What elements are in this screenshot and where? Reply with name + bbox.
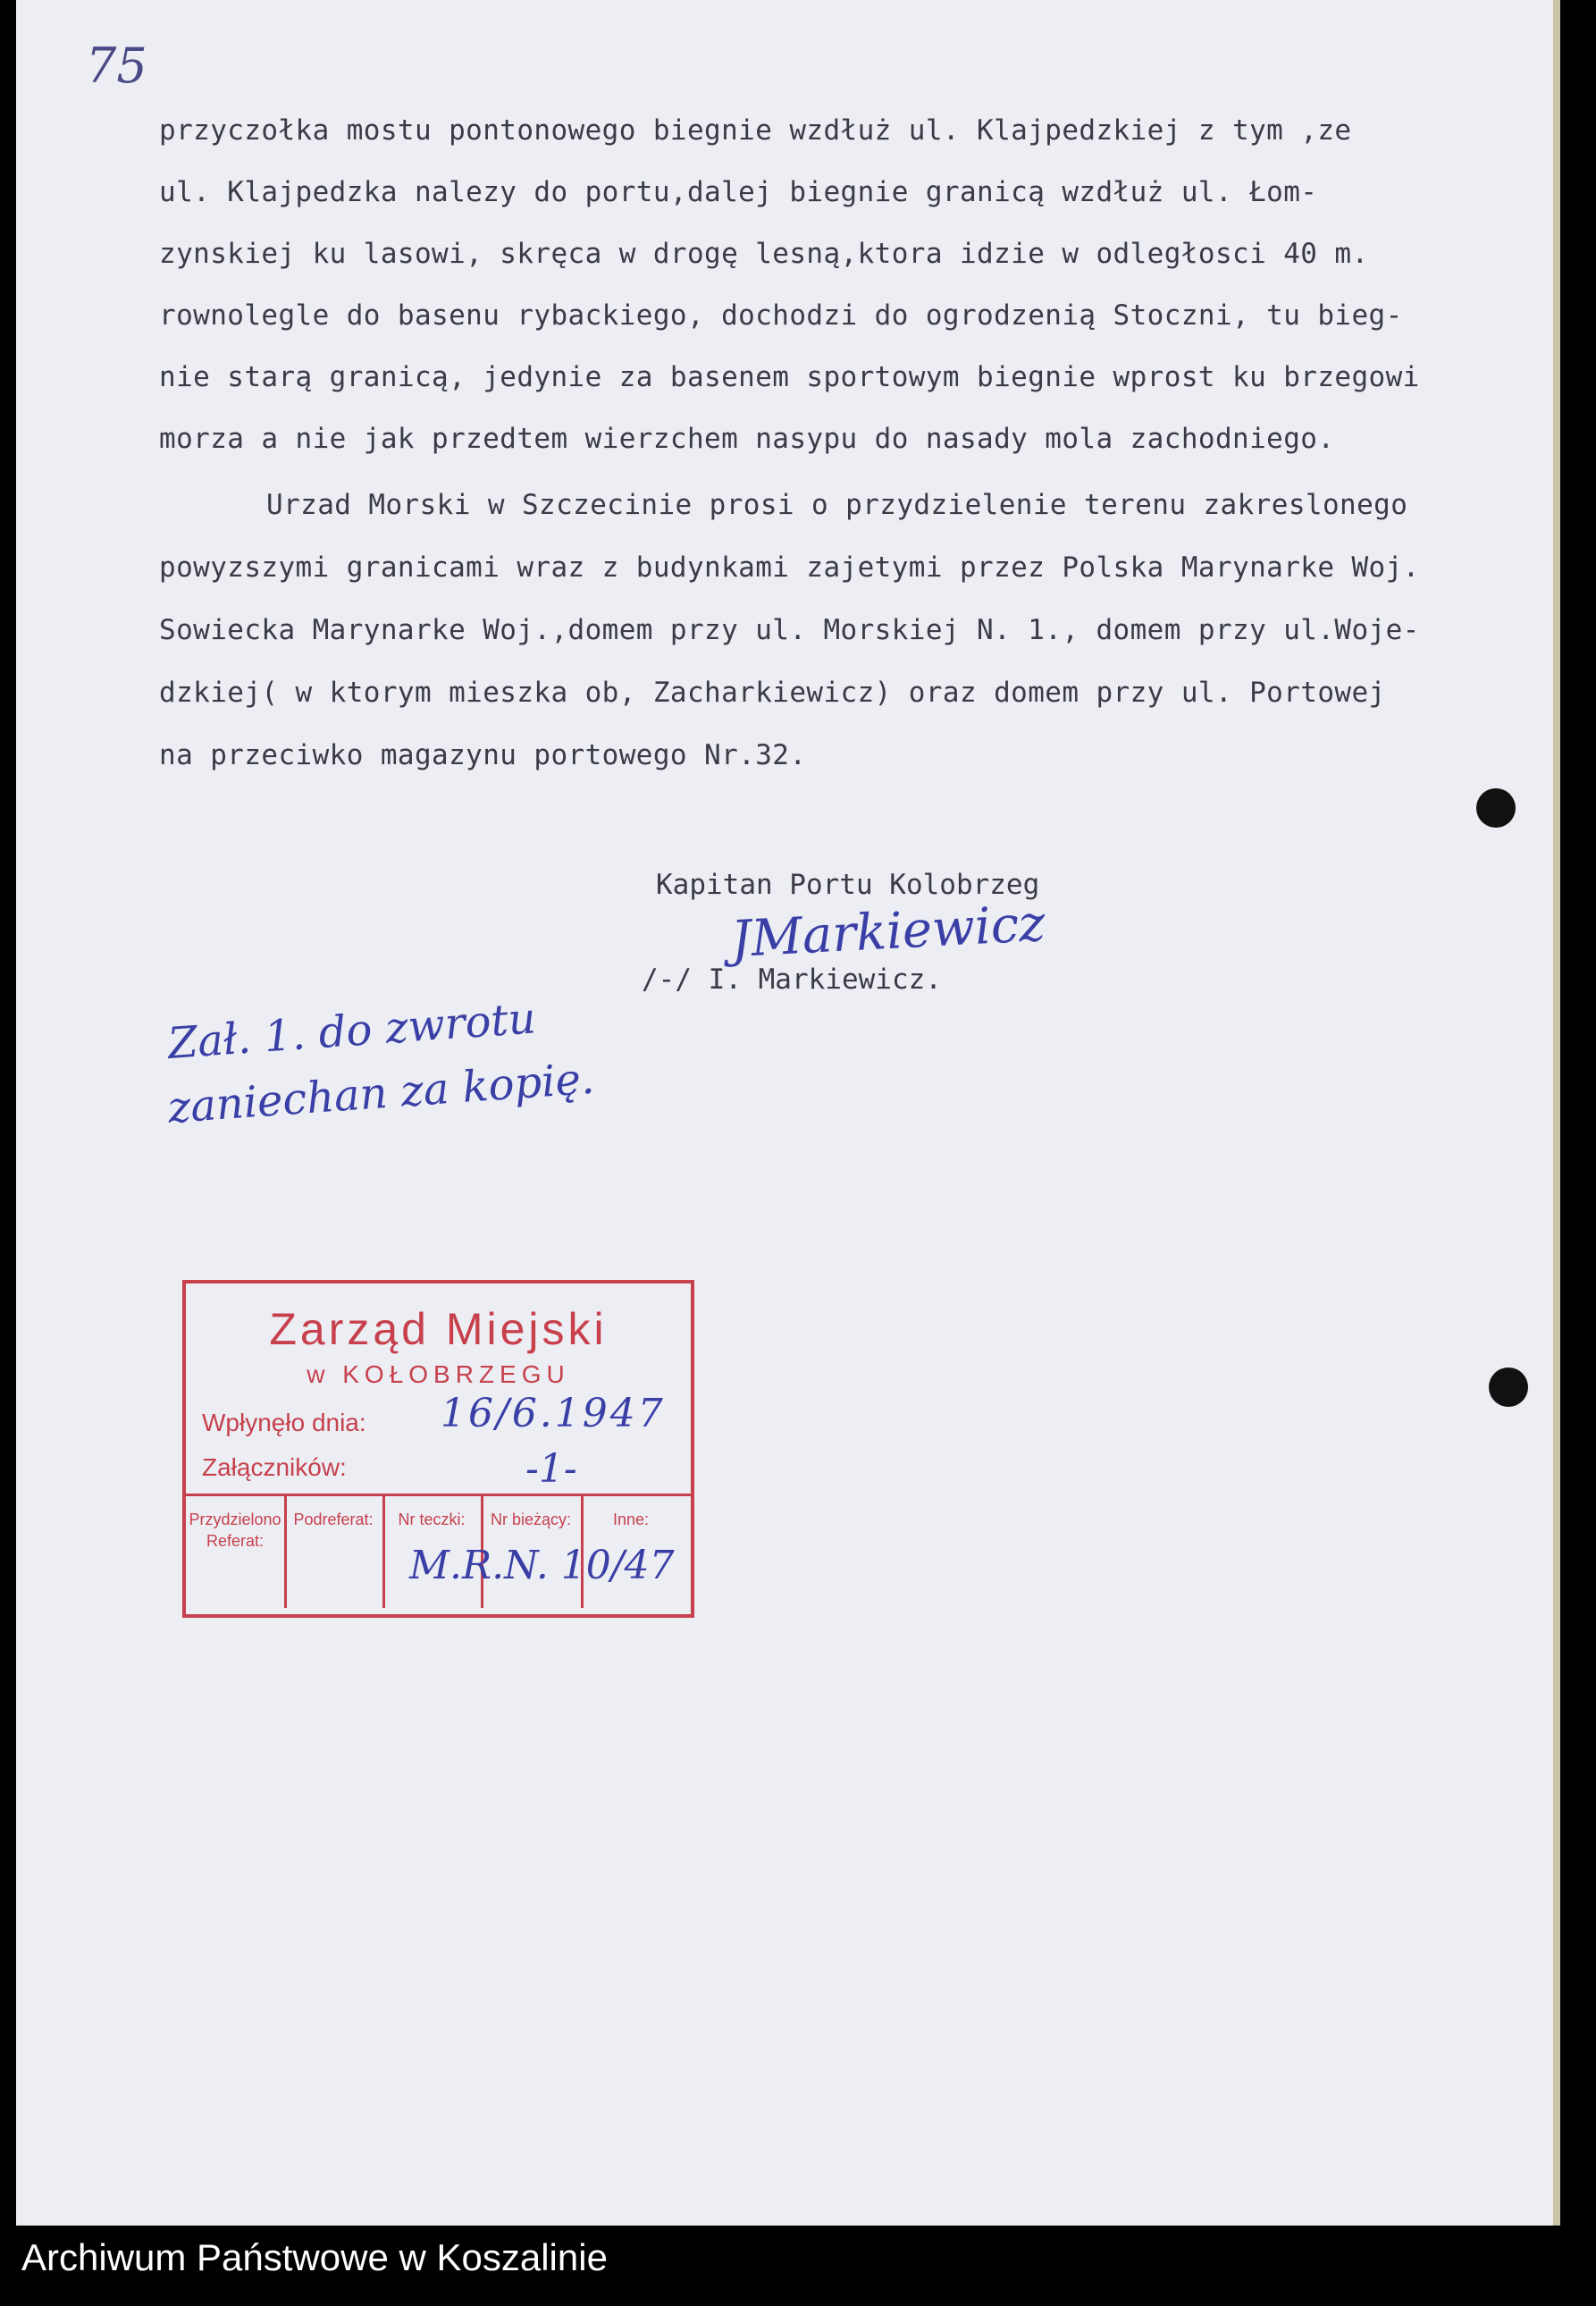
punch-hole <box>1476 788 1516 828</box>
stamp-subtitle: w KOŁOBRZEGU <box>307 1360 570 1388</box>
stamp-cell-label: Nr bieżący: <box>490 1511 572 1528</box>
text-line: rownolegle do basenu rybackiego, dochodzi do ogrodzenią Stoczni, tu bieg- <box>159 299 1403 332</box>
handwritten-signature: JMarkiewicz <box>729 894 1047 970</box>
stamp-cell-label: Przydzielono Referat: <box>189 1511 281 1550</box>
page-number: 75 <box>86 38 147 94</box>
paragraph-2 <box>159 474 1535 787</box>
document-page <box>16 0 1560 2226</box>
sender-title: Kapitan Portu Kolobrzeg <box>656 869 1040 901</box>
archive-name: Archiwum Państwowe w Koszalinie <box>21 2236 608 2278</box>
stamp-cell <box>284 1496 385 1608</box>
text-line: powyzszymi granicami wraz z budynkami zajetymi przez Polska Marynarke Woj. <box>159 551 1420 584</box>
stamp-case-number: M.R.N. 10/47 <box>409 1543 675 1588</box>
text-line: przyczołka mostu pontonowego biegnie wzdłuż ul. Klajpedzkiej z tym ,ze <box>159 114 1352 147</box>
stamp-cell-label: Podreferat: <box>293 1511 374 1528</box>
text-line: zynskiej ku lasowi, skręca w drogę lesną,ktora idzie w odległosci 40 m. <box>159 238 1369 270</box>
handwritten-annotation: Zał. 1. do zwrotu <box>166 993 538 1069</box>
stamp-received-date: 16/6.1947 <box>441 1391 666 1436</box>
registry-stamp <box>182 1280 694 1618</box>
typed-signature: /-/ I. Markiewicz. <box>642 964 942 996</box>
paragraph-1 <box>159 100 1535 470</box>
archive-footer-bar <box>0 2226 1596 2306</box>
text-line: dzkiej( w ktorym mieszka ob, Zacharkiewicz) oraz domem przy ul. Portowej <box>159 677 1386 709</box>
text-line: ul. Klajpedzka nalezy do portu,dalej biegnie granicą wzdłuż ul. Łom- <box>159 176 1318 208</box>
text-line: Sowiecka Marynarke Woj.,domem przy ul. Morskiej N. 1., domem przy ul.Woje- <box>159 614 1420 646</box>
text-line: Urzad Morski w Szczecinie prosi o przydzielenie terenu zakreslonego <box>266 489 1408 521</box>
text-line: na przeciwko magazynu portowego Nr.32. <box>159 739 807 771</box>
page-edge <box>1553 0 1560 2226</box>
text-line: morza a nie jak przedtem wierzchem nasypu do nasady mola zachodniego. <box>159 423 1335 455</box>
stamp-attachments-label: Załączników: <box>202 1453 347 1481</box>
handwritten-annotation: zaniechan za kopię. <box>166 1053 596 1133</box>
stamp-title: Zarząd Miejski <box>269 1304 608 1354</box>
text-line: nie starą granicą, jedynie za basenem sportowym biegnie wprost ku brzegowi <box>159 361 1420 393</box>
stamp-cell-label: Nr teczki: <box>398 1511 466 1528</box>
stamp-attachments-count: -1- <box>525 1446 577 1492</box>
stamp-received-label: Wpłynęło dnia: <box>202 1409 366 1436</box>
stamp-cell-label: Inne: <box>612 1511 650 1528</box>
punch-hole <box>1489 1368 1528 1407</box>
stamp-cell <box>186 1496 287 1608</box>
